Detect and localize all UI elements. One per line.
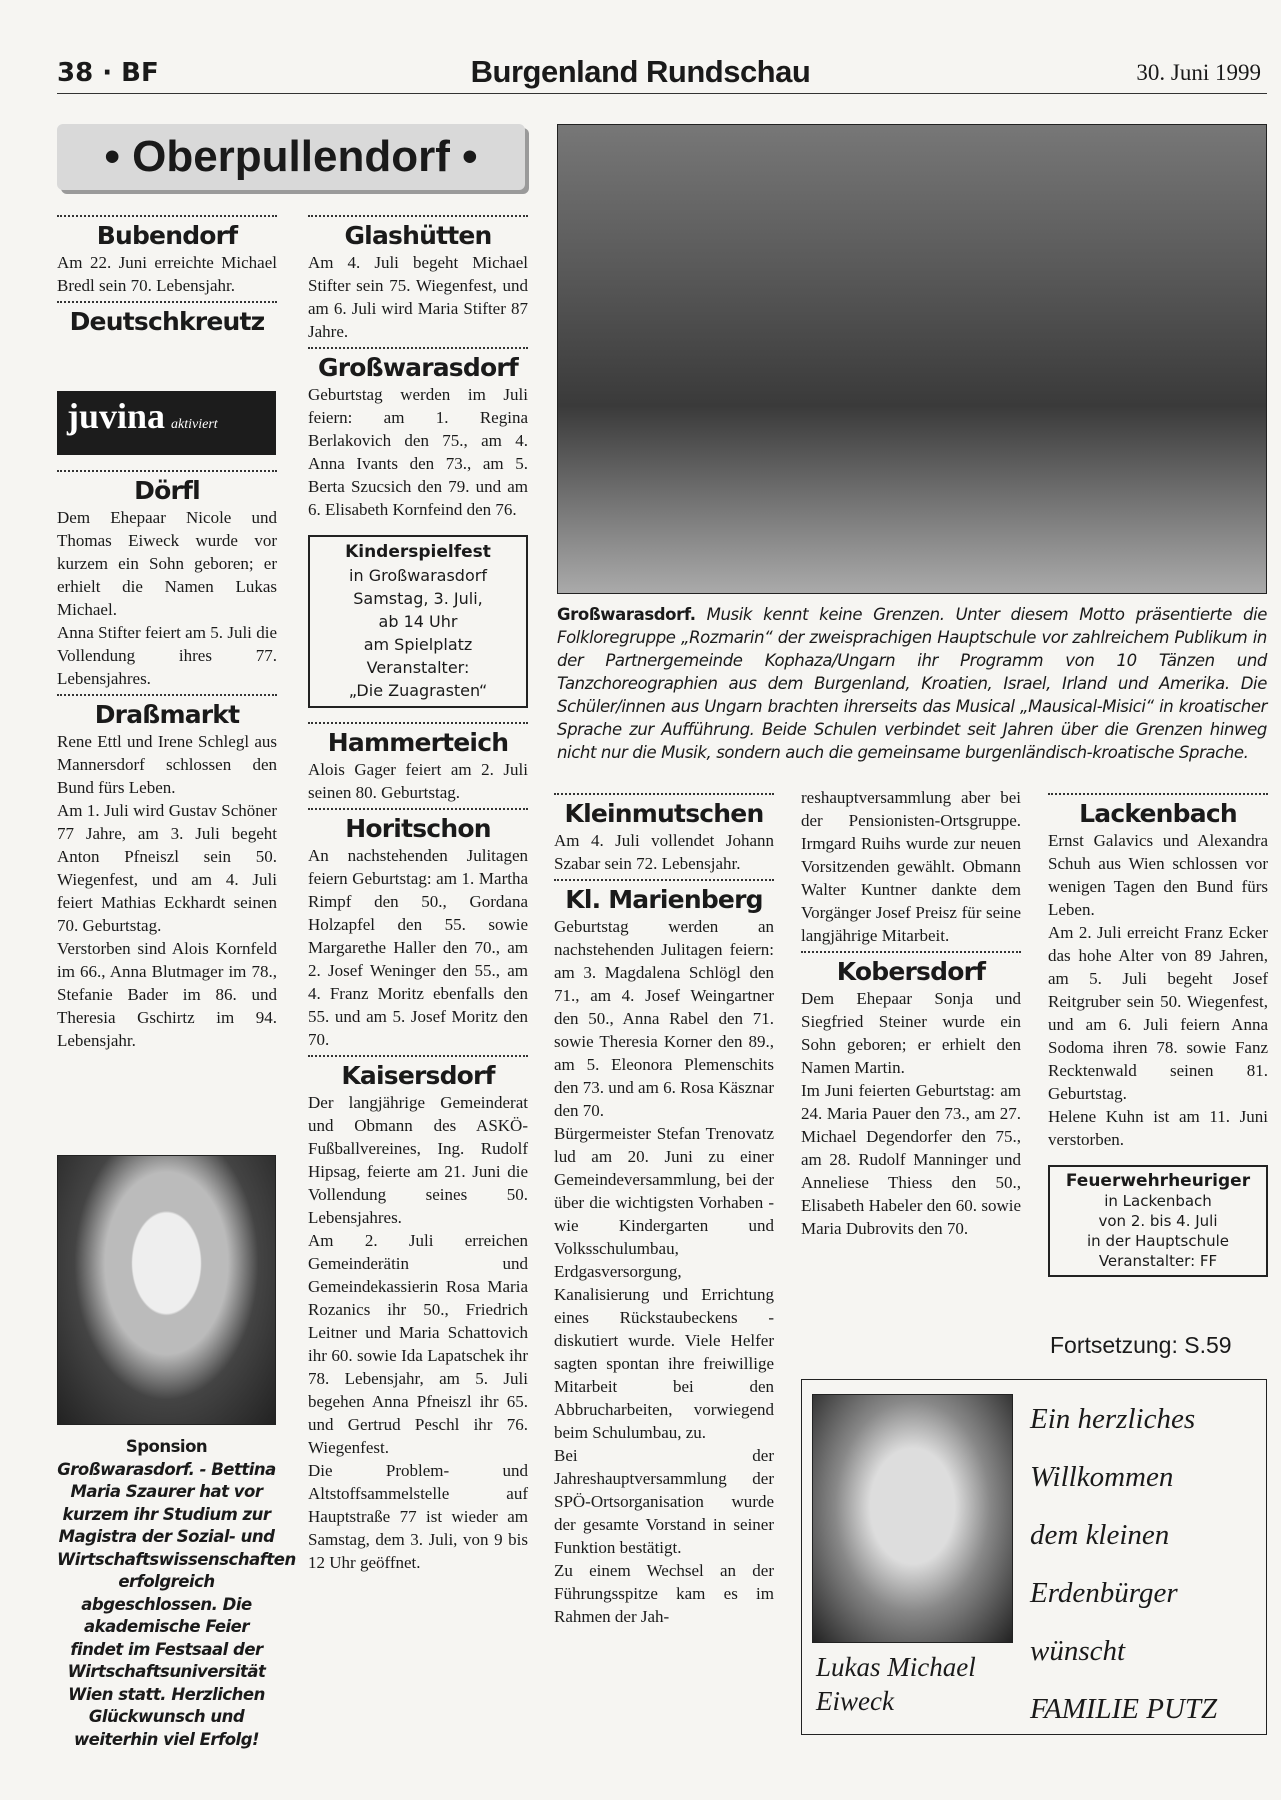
body: Verstorben sind Alois Kornfeld im 66., Anna Blutmager im 78., Stefanie Bader im 86. und Theresia Gschirtz im 94. Lebensjahr. <box>57 939 277 1050</box>
heading: Großwarasdorf <box>318 353 518 382</box>
heading: Hammerteich <box>327 728 509 757</box>
body: Am 2. Juli erreicht Franz Ecker das hohe Alter von 89 Jahren, am 5. Juli begeht Josef Reitgruber sein 50. Wiegenfest, und am 6. Juli feiern Anna Sodoma ihren 78. sowie Fanz Recktenwald seinen 81. Geburtstag. <box>1048 923 1268 1103</box>
article-glashuetten <box>308 215 528 343</box>
caption-text: Musik kennt keine Grenzen. Unter diesem Motto präsentierte die Folkloregruppe „Rozmarin“ der zweisprachigen Hauptschule vor zahlreichem Publikum in der Partnergemeinde Kophaza/Ungarn ihr Programm von 10 Tänzen und Tanzchoreographien aus dem Burgenland, Kroatien, Israel, Irland und Amerika. Die Schüler/innen aus Ungarn brachten ihrerseits das Musical „Mausical-Misici“ in kroatischer Sprache zur Aufführung. Beide Schulen verbindet seit Jahren über die Grenzen hinweg nicht nur die Musik, sondern auch die gemeinsame burgenländisch-kroatische Sprache. <box>557 605 1267 762</box>
body: Der langjährige Gemeinderat und Obmann des ASKÖ-Fußballvereines, Ing. Rudolf Hipsag, feierte am 21. Juni die Vollendung seines 50. Lebensjahres. <box>308 1093 528 1227</box>
article-doerfl <box>57 470 277 690</box>
article-bubendorf <box>57 215 277 297</box>
heading: Deutschkreutz <box>69 307 265 336</box>
box-line: „Die Zuagrasten“ <box>348 681 488 700</box>
message-line: Ein herzliches <box>1030 1403 1196 1435</box>
photo-caption <box>557 603 1267 764</box>
article-drassmarkt <box>57 694 277 1052</box>
body: Am 1. Juli wird Gustav Schöner 77 Jahre, am 3. Juli begeht Anton Pfneiszl sein 50. Wiegenfest, und am 4. Juli feiert Mathias Eckhardt seinen 70. Geburtstag. <box>57 801 277 935</box>
heading: Horitschon <box>345 814 491 843</box>
box-line: Veranstalter: FF <box>1098 1252 1218 1270</box>
body: Bürgermeister Stefan Trenovatz lud am 20. Juni zu einer Gemeindeversammlung, bei der über die wichtigsten Vorhaben - wie Kindergarten und Volksschulumbau, Erdgasversorgung, Kanalisierung und Errichtung eines Rückstaubeckens - diskutiert wurde. Viele Helfer sagten spontan ihre freiwillige Mitarbeit bei den Abbrucharbeiten, vorwiegend beim Schulumbau, zu. <box>554 1124 774 1442</box>
sponsion-caption <box>57 1436 296 1751</box>
article-kaisersdorf <box>308 1055 528 1574</box>
body: Am 4. Juli begeht Michael Stifter sein 75. Wiegenfest, und am 6. Juli wird Maria Stifter 87 Jahre. <box>308 253 528 341</box>
body: Alois Gager feiert am 2. Juli seinen 80. Geburtstag. <box>308 760 528 802</box>
article-grosswarasdorf <box>308 347 528 521</box>
heading: Bubendorf <box>96 221 238 250</box>
heading: Sponsion <box>125 1437 208 1456</box>
body: Bei der Jahreshauptversammlung der SPÖ-Ortsorganisation wurde der gesamte Vorstand in seiner Funktion bestätigt. <box>554 1446 774 1557</box>
box-line: in Lackenbach <box>1104 1192 1212 1210</box>
body: Dem Ehepaar Nicole und Thomas Eiweck wurde vor kurzem ein Sohn geboren; er erhielt die Namen Lukas Michael. <box>57 508 277 619</box>
box-line: am Spielplatz <box>363 635 473 654</box>
box-line: in Großwarasdorf <box>349 566 487 585</box>
body: Am 22. Juni erreichte Michael Bredl sein 70. Lebensjahr. <box>57 253 277 295</box>
feuerwehrheuriger-box <box>1048 1165 1268 1277</box>
logo-sub: aktiviert <box>171 417 218 432</box>
box-line: Veranstalter: <box>366 658 470 677</box>
heading: Kaisersdorf <box>341 1061 495 1090</box>
body: Zu einem Wechsel an der Führungsspitze kam es im Rahmen der Jah- <box>554 1561 774 1626</box>
message-line: Erdenbürger <box>1030 1577 1178 1609</box>
column-1 <box>57 215 277 337</box>
heading: Dörfl <box>134 476 200 505</box>
box-line: in der Hauptschule <box>1087 1232 1229 1250</box>
body: Dem Ehepaar Sonja und Siegfried Steiner wurde ein Sohn geboren; er erhielt den Namen Martin. <box>801 989 1021 1077</box>
body: Rene Ettl und Irene Schlegl aus Mannersdorf schlossen den Bund fürs Leben. <box>57 732 277 797</box>
body: Anna Stifter feiert am 5. Juli die Vollendung ihres 77. Lebensjahres. <box>57 623 277 688</box>
box-line: ab 14 Uhr <box>378 612 458 631</box>
article-lackenbach <box>1048 793 1268 1151</box>
body: Am 4. Juli vollendet Johann Szabar sein 72. Lebensjahr. <box>554 831 774 873</box>
message-line: dem kleinen <box>1030 1519 1170 1551</box>
region-title: • Oberpullendorf • <box>57 124 525 190</box>
body: Die Problem- und Altstoffsammelstelle auf Hauptstraße 77 ist wieder am Samstag, dem 3. Juli, von 9 bis 12 Uhr geöffnet. <box>308 1461 528 1572</box>
box-line: Samstag, 3. Juli, <box>353 589 483 608</box>
heading: Kl. Marienberg <box>565 885 763 914</box>
heading: Kleinmutschen <box>564 799 764 828</box>
heading: Kobersdorf <box>836 957 986 986</box>
folk-dance-photo <box>557 124 1267 594</box>
column-4 <box>801 786 1021 1240</box>
article-kleinmutschen <box>554 793 774 875</box>
newspaper-title: Burgenland Rundschau <box>470 54 811 89</box>
article-deutschkreutz <box>57 301 277 337</box>
body: Geburtstag werden im Juli feiern: am 1. Regina Berlakovich den 75., am 4. Anna Ivants den 73., am 5. Berta Szucsich den 79. und am 6. Elisabeth Kornfeind den 76. <box>308 385 528 519</box>
logo-text: juvina <box>67 396 166 436</box>
welcome-message <box>1030 1390 1260 1738</box>
box-title: Feuerwehrheuriger <box>1065 1171 1251 1191</box>
juvina-logo <box>57 391 276 455</box>
caption-place: Großwarasdorf. <box>557 605 696 624</box>
name-line: Lukas Michael <box>816 1652 976 1682</box>
message-line: Willkommen <box>1030 1461 1174 1493</box>
box-title: Kinderspielfest <box>345 542 491 562</box>
message-line: FAMILIE PUTZ <box>1030 1693 1218 1725</box>
baby-name <box>816 1650 1016 1718</box>
issue-date: 30. Juni 1999 <box>1136 60 1261 85</box>
article-marienberg <box>554 879 774 1628</box>
baby-photo <box>812 1394 1013 1643</box>
box-line: von 2. bis 4. Juli <box>1098 1212 1218 1230</box>
article-kobersdorf <box>801 951 1021 1240</box>
column-3 <box>554 793 774 1628</box>
article-horitschon <box>308 808 528 1051</box>
header-rule <box>57 93 1267 94</box>
continuation-note: Fortsetzung: S.59 <box>1050 1332 1232 1358</box>
body: Geburtstag werden an nachstehenden Julitagen feiern: am 3. Magdalena Schlögl den 71., am 4. Josef Weingartner den 50., Anna Rabel den 71. sowie Theresia Korner den 89., am 5. Eleonora Plemenschits den 73. und am 6. Rosa Käsznar den 70. <box>554 917 775 1120</box>
heading: Lackenbach <box>1079 799 1237 828</box>
body: Am 2. Juli erreichen Gemeinderätin und Gemeindekassierin Rosa Maria Rozanics ihr 50., Friedrich Leitner und Maria Schattovich ihr 60. sowie Ida Lapatschek ihr 78. Lebensjahr, am 5. Juli begehen Anna Pfneiszl ihr 65. und Gertrud Peschl ihr 76. Wiegenfest. <box>308 1231 528 1457</box>
kinderspielfest-box <box>308 535 528 708</box>
body: An nachstehenden Julitagen feiern Geburtstag: am 1. Martha Rimpf den 50., Gordana Holzapfel den 55. sowie Margarethe Haller den 70., am 2. Josef Weninger den 55., am 4. Franz Moritz ebenfalls den 55. und am 5. Josef Moritz den 70. <box>308 846 528 1049</box>
body: Im Juni feierten Geburtstag: am 24. Maria Pauer den 73., am 27. Michael Degendorfer den 75., am 28. Rudolf Manninger und Anneliese Thiess den 50., Elisabeth Habeler den 60. sowie Maria Dubrovits den 70. <box>801 1081 1021 1238</box>
message-line: wünscht <box>1030 1635 1126 1667</box>
heading: Draßmarkt <box>94 700 240 729</box>
portrait-photo <box>57 1155 276 1425</box>
column-5 <box>1048 793 1268 1291</box>
body: Ernst Galavics und Alexandra Schuh aus Wien schlossen vor wenigen Tagen den Bund fürs Leben. <box>1048 831 1268 919</box>
article-hammerteich <box>308 722 528 804</box>
name-line: Eiweck <box>816 1686 894 1716</box>
body-continued: reshauptversammlung aber bei der Pensionisten-Ortsgruppe. Irmgard Ruihs wurde zur neuen Vorsitzenden gewählt. Obmann Walter Kuntner dankte dem Vorgänger Josef Preisz für seine langjährige Mitarbeit. <box>801 788 1021 945</box>
page-number: 38 · BF <box>57 58 159 88</box>
body: Helene Kuhn ist am 11. Juni verstorben. <box>1048 1107 1268 1149</box>
heading: Glashütten <box>344 221 492 250</box>
column-1b <box>57 470 277 1052</box>
column-2 <box>308 215 528 1574</box>
body: Großwarasdorf. - Bettina Maria Szaurer hat vor kurzem ihr Studium zur Magistra der Sozial- und Wirtschaftswissenschaften erfolgreich abgeschlossen. Die akademische Feier findet im Festsaal der Wirtschaftsuniversität Wien statt. Herzlichen Glückwunsch und weiterhin viel Erfolg! <box>57 1459 296 1749</box>
